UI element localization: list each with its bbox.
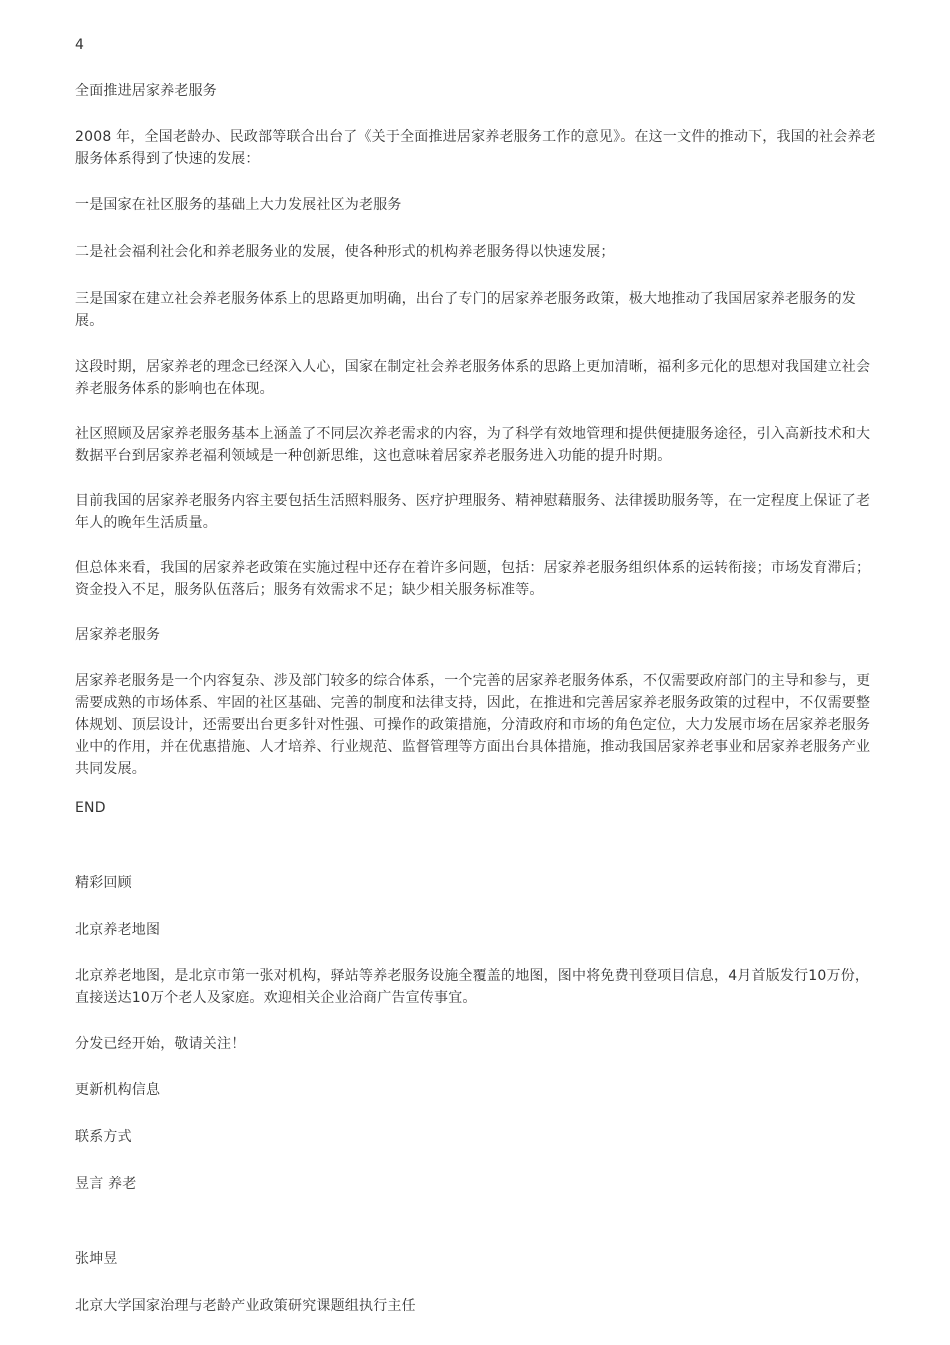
section-heading-home-care: 居家养老服务	[75, 627, 161, 643]
author-title: 北京大学国家治理与老龄产业政策研究课题组执行主任	[75, 1298, 416, 1314]
update-institution-info: 更新机构信息	[75, 1082, 161, 1098]
paragraph-2008-policy: 2008 年，全国老龄办、民政部等联合出台了《关于全面推进居家养老服务工作的意见》。在这一文件的推动下，我国的社会养老服务体系得到了快速的发展：	[75, 129, 876, 167]
paragraph-home-care-system: 居家养老服务是一个内容复杂、涉及部门较多的综合体系，一个完善的居家养老服务体系，不仅需要政府部门的主导和参与，更需要成熟的市场体系、牢固的社区基础、完善的制度和法律支持，因此，在推进和完善居家养老服务政策的过程中，不仅需要整体规划、顶层设计，还需要出台更多针对性强、可操作的政策措施，分清政府和市场的角色定位，大力发展市场在居家养老服务业中的作用，并在优惠措施、人才培养、行业规范、监督管理等方面出台具体措施，推动我国居家养老事业和居家养老服务产业共同发展。	[75, 673, 871, 777]
brand-name: 昱言 养老	[75, 1176, 137, 1192]
paragraph-point-three: 三是国家在建立社会养老服务体系上的思路更加明确，出台了专门的居家养老服务政策，极大地推动了我国居家养老服务的发展。	[75, 291, 856, 329]
end-marker: END	[75, 800, 106, 816]
review-title: 北京养老地图	[75, 922, 161, 938]
paragraph-this-period: 这段时期，居家养老的理念已经深入人心，国家在制定社会养老服务体系的思路上更加清晰，福利多元化的思想对我国建立社会养老服务体系的影响也在体现。	[75, 359, 871, 397]
paragraph-problems: 但总体来看，我国的居家养老政策在实施过程中还存在着许多问题，包括：居家养老服务组织体系的运转衔接；市场发育滞后；资金投入不足，服务队伍落后；服务有效需求不足；缺少相关服务标准等。	[75, 560, 871, 598]
review-description: 北京养老地图，是北京市第一张对机构，驿站等养老服务设施全覆盖的地图，图中将免费刊登项目信息，4月首版发行10万份，直接送达10万个老人及家庭。欢迎相关企业洽商广告宣传事宜。	[75, 968, 870, 1006]
paragraph-point-one: 一是国家在社区服务的基础上大力发展社区为老服务	[75, 197, 402, 213]
review-heading: 精彩回顾	[75, 875, 132, 891]
paragraph-point-two: 二是社会福利社会化和养老服务业的发展，使各种形式的机构养老服务得以快速发展；	[75, 244, 615, 260]
review-notice: 分发已经开始，敬请关注！	[75, 1036, 246, 1052]
paragraph-service-content: 目前我国的居家养老服务内容主要包括生活照料服务、医疗护理服务、精神慰藉服务、法律援助服务等，在一定程度上保证了老年人的晚年生活质量。	[75, 493, 871, 531]
paragraph-community-care: 社区照顾及居家养老服务基本上涵盖了不同层次养老需求的内容，为了科学有效地管理和提供便捷服务途径，引入高新技术和大数据平台到居家养老福利领域是一种创新思维，这也意味着居家养老服务进入功能的提升时期。	[75, 426, 871, 464]
section-heading-promote: 全面推进居家养老服务	[75, 83, 217, 99]
page-number: 4	[75, 37, 85, 53]
author-name: 张坤昱	[75, 1251, 118, 1267]
contact-heading: 联系方式	[75, 1129, 132, 1145]
